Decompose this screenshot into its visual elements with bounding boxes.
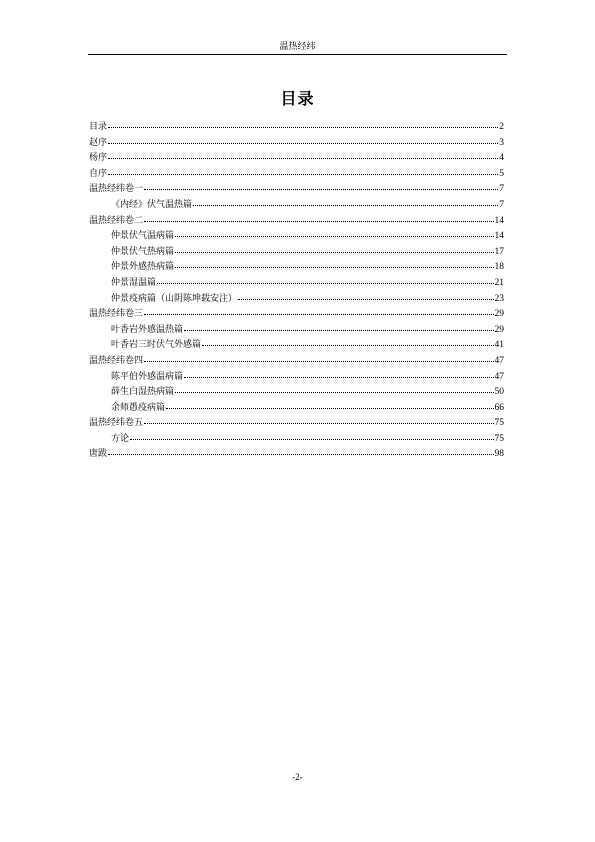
dot-leader (108, 127, 498, 128)
toc-entry-page: 3 (499, 137, 504, 148)
toc-entry-page: 18 (494, 262, 504, 273)
dot-leader (144, 314, 493, 315)
toc-entry[interactable] (89, 182, 504, 198)
toc-entry-label: 叶香岩三时伏气外感篇 (111, 340, 202, 351)
toc-subentry[interactable] (89, 370, 504, 386)
dot-leader (175, 236, 493, 237)
toc-entry-page: 14 (494, 231, 504, 242)
running-header: 温热经纬 (279, 42, 316, 52)
toc-entry-label: 仲景伏气温病篇 (111, 231, 175, 242)
toc-subentry[interactable] (89, 245, 504, 261)
dot-leader (175, 392, 493, 393)
toc-subentry[interactable] (89, 292, 504, 308)
toc-entry-page: 21 (494, 277, 504, 288)
toc-entry-page: 29 (494, 309, 504, 320)
dot-leader (166, 408, 493, 409)
dot-leader (144, 423, 493, 424)
toc-entry-label: 自序 (89, 168, 108, 179)
toc-entry-label: 杨序 (89, 153, 108, 164)
dot-leader (108, 174, 498, 175)
dot-leader (238, 299, 493, 300)
toc-subentry[interactable] (89, 338, 504, 354)
toc-entry-label: 仲景伏气热病篇 (111, 246, 175, 257)
toc-entry-label: 温热经纬卷三 (89, 309, 144, 320)
toc-entry-label: 温热经纬卷五 (89, 418, 144, 429)
toc-entry-page: 4 (499, 153, 504, 164)
toc-subentry[interactable] (89, 401, 504, 417)
toc-entry[interactable] (89, 307, 504, 323)
toc-entry-page: 14 (494, 215, 504, 226)
dot-leader (108, 454, 493, 455)
toc-subentry[interactable] (89, 276, 504, 292)
toc-entry-page: 23 (494, 293, 504, 304)
dot-leader (144, 189, 498, 190)
dot-leader (108, 158, 498, 159)
toc-subentry[interactable] (89, 432, 504, 448)
toc-entry-label: 目录 (89, 122, 108, 132)
dot-leader (184, 330, 493, 331)
dot-leader (108, 143, 498, 144)
toc-entry[interactable] (89, 136, 504, 152)
toc-entry-label: 《内经》伏气温热篇 (111, 199, 193, 210)
toc-entry-label: 余师愚疫病篇 (111, 402, 166, 413)
toc-subentry[interactable] (89, 229, 504, 245)
table-of-contents (89, 120, 504, 463)
toc-entry[interactable] (89, 167, 504, 183)
toc-entry-label: 温热经纬卷一 (89, 184, 144, 195)
dot-leader (193, 205, 498, 206)
toc-entry[interactable] (89, 354, 504, 370)
toc-entry[interactable] (89, 447, 504, 463)
toc-entry-page: 2 (499, 122, 504, 132)
toc-subentry[interactable] (89, 323, 504, 339)
toc-entry-page: 98 (494, 449, 504, 460)
toc-entry-label: 赵序 (89, 137, 108, 148)
toc-entry[interactable] (89, 151, 504, 167)
toc-entry[interactable] (89, 214, 504, 230)
dot-leader (144, 361, 493, 362)
toc-entry-page: 66 (494, 402, 504, 413)
dot-leader (130, 439, 493, 440)
toc-entry-page: 41 (494, 340, 504, 351)
toc-entry-label: 叶香岩外感温热篇 (111, 324, 184, 335)
toc-entry-label: 方论 (111, 433, 130, 444)
dot-leader (144, 221, 493, 222)
toc-subentry[interactable] (89, 198, 504, 214)
dot-leader (184, 377, 493, 378)
toc-entry-label: 唐跋 (89, 449, 108, 460)
toc-entry-label: 仲景湿温篇 (111, 277, 157, 288)
toc-entry-page: 7 (499, 184, 504, 195)
toc-entry-page: 29 (494, 324, 504, 335)
page-number: -2- (292, 772, 303, 782)
toc-entry[interactable] (89, 120, 504, 136)
toc-entry-label: 薛生白湿热病篇 (111, 387, 175, 398)
toc-entry-page: 47 (494, 371, 504, 382)
dot-leader (202, 345, 493, 346)
toc-entry-page: 75 (494, 433, 504, 444)
toc-subentry[interactable] (89, 260, 504, 276)
toc-entry-page: 5 (499, 168, 504, 179)
toc-entry-label: 温热经纬卷二 (89, 215, 144, 226)
toc-entry-label: 陈平伯外感温病篇 (111, 371, 184, 382)
toc-entry-label: 温热经纬卷四 (89, 355, 144, 366)
dot-leader (175, 267, 493, 268)
toc-subentry[interactable] (89, 385, 504, 401)
dot-leader (157, 283, 493, 284)
toc-entry-page: 7 (499, 199, 504, 210)
page-title: 目录 (280, 89, 315, 108)
toc-entry-page: 17 (494, 246, 504, 257)
toc-entry-label: 仲景外感热病篇 (111, 262, 175, 273)
dot-leader (175, 252, 493, 253)
header-rule (88, 54, 507, 55)
toc-entry-page: 75 (494, 418, 504, 429)
toc-entry-label: 仲景疫病篇（山阴陈坤载安注） (111, 293, 238, 304)
toc-entry-page: 47 (494, 355, 504, 366)
toc-entry[interactable] (89, 416, 504, 432)
toc-entry-page: 50 (494, 387, 504, 398)
